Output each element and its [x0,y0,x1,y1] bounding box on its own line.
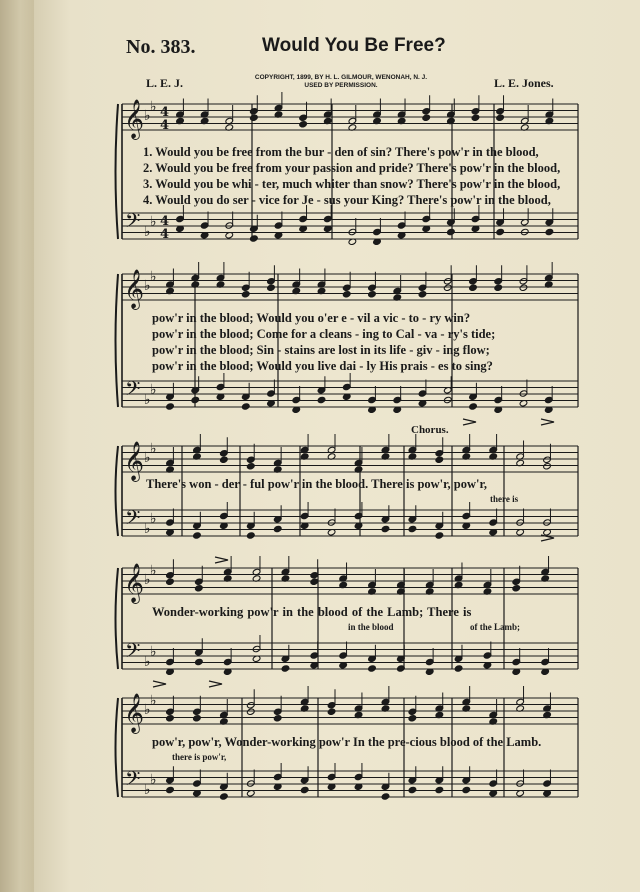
note-head [195,658,204,665]
note-head [520,228,529,235]
note-head [443,284,452,291]
verse-block-1 [143,144,560,208]
chorus-line-2: Wonder-working pow'r in the blood of the Lamb; There is [152,605,472,619]
verse-4-line-2: pow'r in the blood; Would you live dai - ly His prais - es to sing? [152,359,493,373]
system-brace [116,698,119,797]
treble-clef: 𝄞 [124,99,145,139]
bass-clef: 𝄢 [125,639,141,667]
flat-sign: ♭ [144,392,151,408]
bass-clef: 𝄢 [125,209,141,237]
verse-4-line-1: 4. Would you do ser - vice for Je - sus your King? There's pow'r in the blood, [143,193,551,207]
note-head [267,284,276,291]
note-head [381,525,390,532]
system-brace [116,274,119,407]
time-signature: 4 [160,118,170,133]
words-credit: L. E. J. [146,76,184,90]
bass-clef: 𝄢 [125,377,141,405]
flat-sign: ♭ [150,382,157,398]
flat-sign: ♭ [144,702,151,718]
note-head [435,786,444,793]
bass-clef: 𝄢 [125,767,141,795]
note-head [247,708,256,715]
note-head [422,114,431,121]
flat-sign: ♭ [144,224,151,240]
note-head [512,585,521,592]
note-head [496,228,505,235]
note-head [418,291,427,298]
note-head [447,228,456,235]
note-head [299,121,308,128]
note-head [191,396,200,403]
permission-line: USED BY PERMISSION. [304,82,378,89]
note-head [193,715,202,722]
verse-3-line-1: 3. Would you be whi - ter, much whiter than snow? There's pow'r in the blood, [143,177,561,191]
treble-clef: 𝄞 [124,563,145,603]
note-head [519,284,528,291]
treble-clef: 𝄞 [124,269,145,309]
note-head [247,532,256,539]
system-brace [116,568,119,669]
verse-block-2 [152,310,495,374]
flat-sign: ♭ [150,441,157,457]
verse-1-line-1: 1. Would you be free from the bur - den of sin? There's pow'r in the blood, [143,145,539,159]
note-head [250,235,259,242]
flat-sign: ♭ [144,521,151,537]
treble-clef: 𝄞 [124,693,145,733]
note-head [496,114,505,121]
verse-3-line-2: pow'r in the blood; Sin - stains are lost in its life - giv - ing flow; [152,343,490,357]
system-brace [116,104,119,239]
note-head [368,291,377,298]
flat-sign: ♭ [150,563,157,579]
flat-sign: ♭ [144,654,151,670]
chorus-line-1: There's won - der - ful pow'r in the blood. There is pow'r, pow'r, [146,477,488,491]
note-head [543,463,552,470]
note-head [273,525,282,532]
note-head [195,585,204,592]
note-head [471,114,480,121]
accent-mark [215,557,228,563]
note-head [220,456,229,463]
time-signature: 4 [160,227,170,242]
note-head [397,665,406,672]
note-head [241,291,250,298]
chorus-line-3: pow'r, pow'r, Wonder-working pow'r In the pre-cious blood of the Lamb. [152,735,542,749]
note-head [317,396,326,403]
note-head [193,532,202,539]
note-head [408,715,417,722]
note-head [408,525,417,532]
note-head [381,793,390,800]
chorus-line-2-bass-a: in the blood [348,622,394,632]
note-head [368,665,377,672]
verse-2-line-1: 2. Would you be free from your passion and pride? There's pow'r in the blood, [143,161,561,175]
note-head [435,456,444,463]
system-brace [116,446,119,536]
flat-sign: ♭ [144,572,151,588]
chorus-label: Chorus. [411,424,449,436]
chorus-line-1-bass: there is [490,494,519,504]
note-head [273,715,282,722]
note-head [454,665,463,672]
copyright-line: COPYRIGHT, 1899, BY H. L. GILMOUR, WENONAH, N. J. [254,74,428,81]
note-head [545,228,554,235]
time-signature: 4 [160,214,170,229]
time-signature: 4 [160,105,170,120]
note-head [342,291,351,298]
note-head [435,532,444,539]
flat-sign: ♭ [144,782,151,798]
verse-1-line-2: pow'r in the blood; Would you o'er e - vil a vic - to - ry win? [152,311,471,325]
accent-mark [463,419,476,425]
music-credit: L. E. Jones. [494,76,554,90]
accent-mark [153,681,166,687]
treble-clef: 𝄞 [124,441,145,481]
note-head [247,463,256,470]
verse-2-line-2: pow'r in the blood; Come for a cleans - ing to Cal - va - ry's tide; [152,327,496,341]
note-head [327,708,336,715]
note-head [469,403,478,410]
flat-sign: ♭ [150,693,157,709]
flat-sign: ♭ [150,269,157,285]
accent-mark [209,681,222,687]
note-head [166,578,175,585]
flat-sign: ♭ [144,450,151,466]
flat-sign: ♭ [150,772,157,788]
note-head [408,786,417,793]
note-head [300,786,309,793]
flat-sign: ♭ [150,511,157,527]
hymn-number: No. 383. [126,36,196,58]
chorus-line-3-bass: there is pow'r, [172,752,227,762]
flat-sign: ♭ [150,214,157,230]
note-head [250,114,259,121]
note-head [166,403,175,410]
note-head [241,403,250,410]
note-head [469,284,478,291]
note-head [462,786,471,793]
flat-sign: ♭ [150,644,157,660]
note-head [494,284,503,291]
note-head [166,786,175,793]
flat-sign: ♭ [144,108,151,124]
note-head [310,578,319,585]
flat-sign: ♭ [144,278,151,294]
note-head [220,793,229,800]
note-head [281,665,290,672]
note-head [166,715,175,722]
chorus-line-2-bass-b: of the Lamb; [470,622,520,632]
flat-sign: ♭ [150,99,157,115]
bass-clef: 𝄢 [125,506,141,534]
hymn-title: Would You Be Free? [262,35,446,56]
accent-mark [541,419,554,425]
